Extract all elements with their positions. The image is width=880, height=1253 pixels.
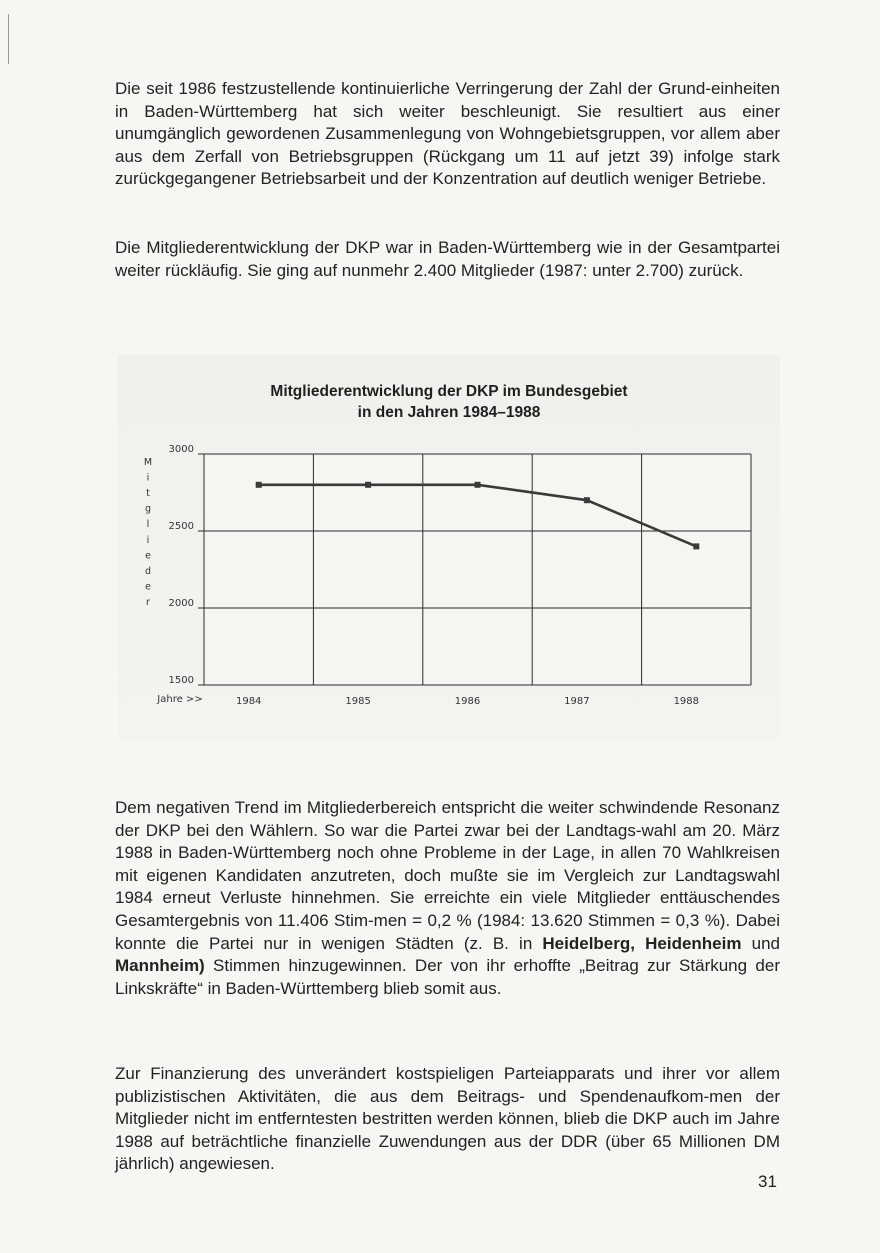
- y-axis-label-letter: r: [146, 597, 150, 608]
- x-tick-label: 1987: [564, 696, 590, 707]
- membership-chart: [118, 355, 780, 740]
- paragraph-text: [115, 797, 780, 1000]
- y-axis-label-letter: i: [146, 534, 150, 546]
- paragraph-basic-units: [115, 78, 780, 191]
- x-tick-label: 1984: [235, 696, 262, 707]
- chart-plot: [118, 355, 780, 740]
- paragraph-text: Zur Finanzierung des unverändert kostspieligen Parteiapparats und ihrer vor allem publizistischen Aktivitäten, die aus dem Beitrags- und Spendenaufkom-men der Mitglieder nicht im entferntesten bestritten werden können, blieb die DKP auch im Jahre 1988 auf beträchtliche finanzielle Zuwendungen aus der DDR (über 65 Millionen DM jährlich) angewiesen.: [115, 1064, 780, 1174]
- y-tick-label: 3000: [168, 444, 194, 455]
- y-axis-label-letter: M: [143, 457, 153, 468]
- y-axis-label-letter: t: [146, 488, 150, 500]
- paragraph-text: Die seit 1986 festzustellende kontinuierliche Verringerung der Zahl der Grund-einheiten in Baden-Württemberg hat sich weiter beschleunigt. Sie resultiert aus einer unumgänglich gewordenen Zusammenlegung von Wohngebietsgruppen, vor allem aber aus dem Zerfall von Betriebsgruppen (Rückgang um 11 auf jetzt 39) infolge stark zurückgegangener Betriebsarbeit und der Konzentration auf deutlich weniger Betriebe.: [115, 79, 780, 189]
- y-axis-label-letter: e: [145, 581, 151, 593]
- y-tick-label: 1500: [168, 675, 194, 686]
- y-axis-label-letter: i: [146, 472, 150, 484]
- data-point: [693, 543, 699, 549]
- data-point: [256, 482, 262, 488]
- page-number: 31: [758, 1172, 777, 1191]
- paragraph-membership: [115, 237, 780, 282]
- text-run: und: [741, 933, 780, 953]
- x-axis-label: Jahre >>: [157, 694, 203, 705]
- x-tick-label: 1985: [345, 696, 371, 707]
- data-point: [584, 497, 590, 503]
- y-tick-label: 2000: [168, 598, 194, 609]
- text-run: Stimmen hinzugewinnen. Der von ihr erhoffte „Beitrag zur Stärkung der Linkskräfte“ in Baden-Württemberg blieb somit aus.: [115, 956, 780, 998]
- y-axis-label-letter: g: [144, 503, 152, 515]
- bold-city-mannheim: Mannheim): [115, 956, 205, 976]
- bold-cities: Heidelberg, Heidenheim: [542, 933, 742, 953]
- x-tick-label: 1986: [454, 696, 481, 707]
- chart-title-line1: Mitgliederentwicklung der DKP im Bundesgebiet: [270, 383, 628, 400]
- y-tick-label: 2500: [168, 521, 194, 532]
- paragraph-financing: [115, 1063, 780, 1176]
- text-run: Dem negativen Trend im Mitgliederbereich entspricht die weiter schwindende Resonanz der DKP bei den Wählern. So war die Partei zwar bei der Landtags-wahl am 20. März 1988 in Baden-Württemberg noch ohne Probleme in der Lage, in allen 70 Wahlkreisen mit eigenen Kandidaten anzutreten, doch mußte sie im Vergleich zur Landtagswahl 1984 erneut Verluste hinnehmen. Sie erreichte ein viele Mitglieder enttäuschendes Gesamtergebnis von 11.406 Stim-men = 0,2 % (1984: 13.620 Stimmen = 0,3 %). Dabei konnte die Partei nur in wenigen Städten (z. B. in: [115, 798, 780, 953]
- y-axis-label-letter: l: [146, 519, 150, 531]
- data-point: [475, 482, 481, 488]
- y-axis-label-letter: d: [144, 565, 152, 577]
- chart-title-line2: in den Jahren 1984–1988: [357, 404, 541, 421]
- paragraph-text: Die Mitgliederentwicklung der DKP war in Baden-Württemberg wie in der Gesamtpartei weiter rückläufig. Sie ging auf nunmehr 2.400 Mitglieder (1987: unter 2.700) zurück.: [115, 238, 780, 280]
- page-edge-mark: [8, 14, 9, 64]
- x-tick-label: 1988: [673, 696, 700, 707]
- data-point: [365, 482, 371, 488]
- plot-background: [204, 454, 751, 685]
- paragraph-election: [115, 797, 780, 1000]
- y-axis-label-letter: e: [145, 550, 151, 562]
